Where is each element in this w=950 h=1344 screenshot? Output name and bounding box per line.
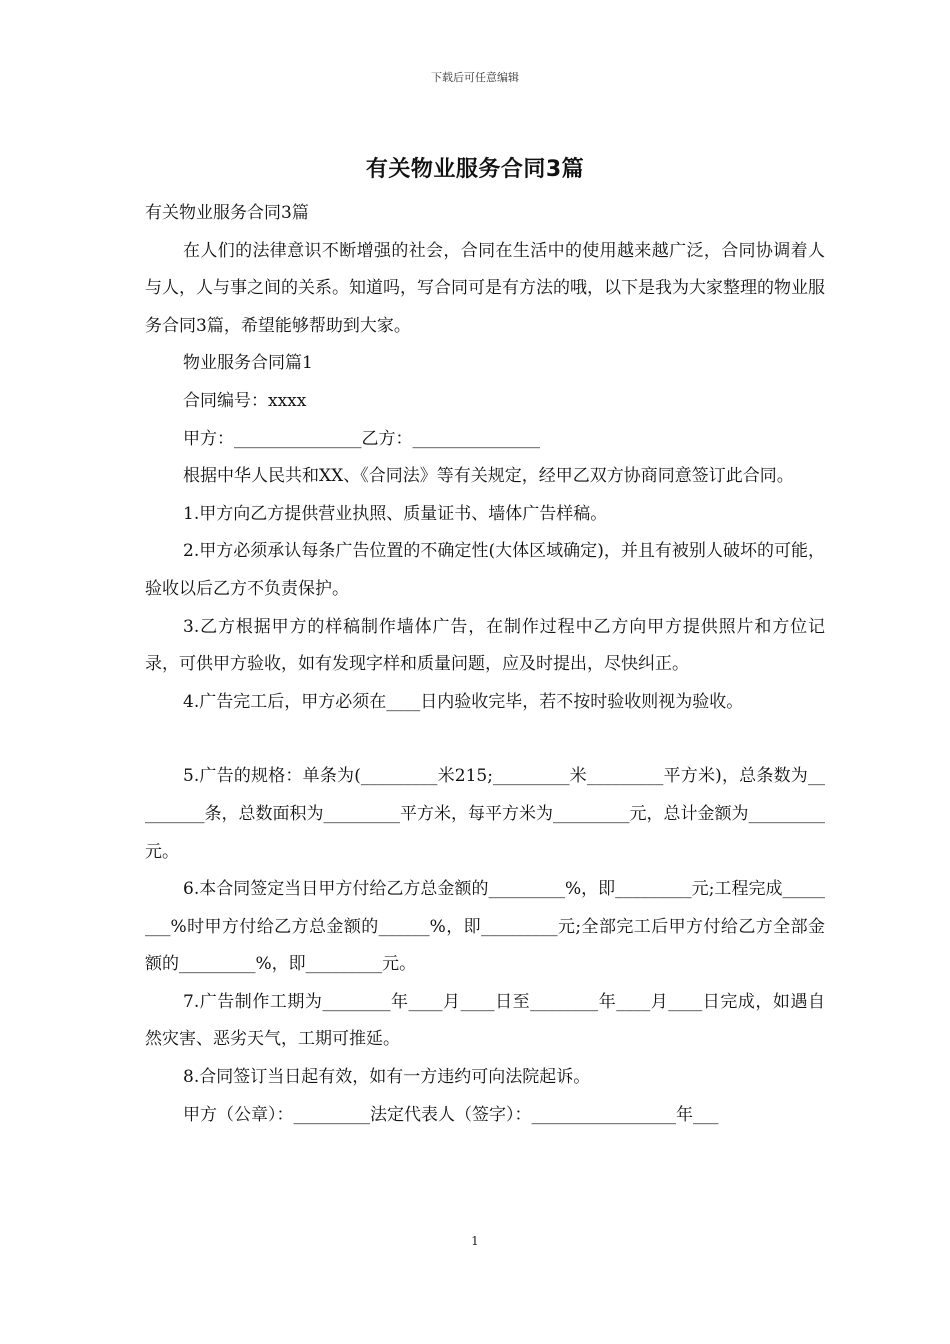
contract-number: 合同编号：xxxx bbox=[183, 390, 307, 411]
page-number: 1 bbox=[471, 1234, 479, 1248]
header-note: 下载后可任意编辑 bbox=[431, 71, 519, 84]
clause-1: 1.甲方向乙方提供营业执照、质量证书、墙体广告样稿。 bbox=[183, 503, 608, 524]
clause-4: 4.广告完工后，甲方必须在____日内验收完毕，若不按时验收则视为验收。 bbox=[183, 691, 744, 712]
clause-8: 8.合同签订当日起有效，如有一方违约可向法院起诉。 bbox=[183, 1067, 591, 1088]
section-heading: 物业服务合同篇1 bbox=[183, 353, 313, 374]
parties-line: 甲方：_______________乙方：_______________ bbox=[183, 428, 540, 449]
clause-3: 3.乙方根据甲方的样稿制作墙体广告，在制作过程中乙方向甲方提供照片和方位记录，可供甲方验收，如有发现字样和质量问题，应及时提出，尽快纠正。 bbox=[145, 616, 825, 675]
clause-2: 2.甲方必须承认每条广告位置的不确定性(大体区域确定)，并且有被别人破坏的可能，验收以后乙方不负责保护。 bbox=[145, 541, 825, 599]
signature-line: 甲方（公章）：_________法定代表人（签字）：_________________年___ bbox=[183, 1104, 719, 1125]
clause-6: 6.本合同签定当日甲方付给乙方总金额的_________%，即_________元;工程完成________%时甲方付给乙方总金额的______%，即_________元;全部完工后甲方付给乙方全部金额的_________%，即_________元。 bbox=[145, 879, 825, 975]
intro-paragraph: 在人们的法律意识不断增强的社会，合同在生活中的使用越来越广泛，合同协调着人与人，人与事之间的关系。知道吗，写合同可是有方法的哦，以下是我为大家整理的物业服务合同3篇，希望能够帮助到大家。 bbox=[145, 240, 825, 336]
subtitle-line: 有关物业服务合同3篇 bbox=[145, 203, 309, 223]
document-title: 有关物业服务合同3篇 bbox=[365, 157, 585, 182]
clause-5: 5.广告的规格：单条为(_________米215;_________米_________平方米)，总条数为_________条，总数面积为_________平方米，每平方米为_________元，总计金额为_________元。 bbox=[145, 766, 825, 862]
legal-basis-paragraph: 根据中华人民共和XX、《合同法》等有关规定，经甲乙双方协商同意签订此合同。 bbox=[183, 466, 794, 487]
document-body bbox=[145, 195, 825, 1134]
clause-7: 7.广告制作工期为________年____月____日至________年____月____日完成，如遇自然灾害、恶劣天气，工期可推延。 bbox=[145, 991, 825, 1050]
